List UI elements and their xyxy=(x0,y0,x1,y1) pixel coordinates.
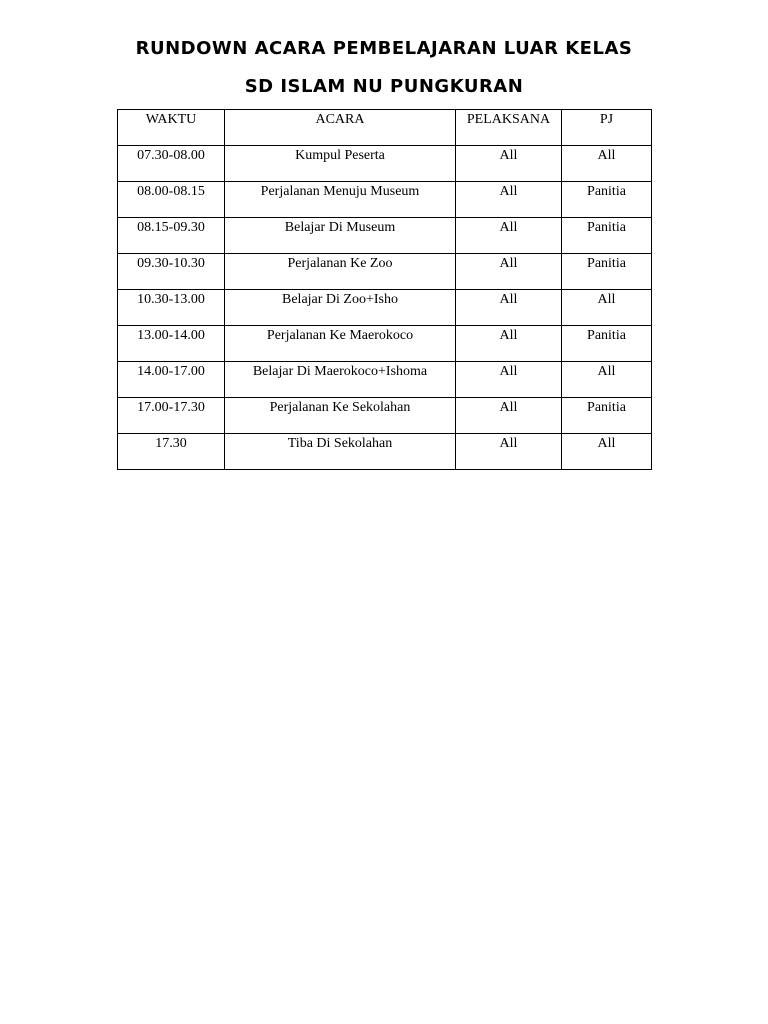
cell-pelaksana: All xyxy=(456,218,562,254)
cell-pj: All xyxy=(562,362,652,398)
cell-acara: Perjalanan Ke Sekolahan xyxy=(225,398,456,434)
cell-pj: All xyxy=(562,290,652,326)
cell-acara: Tiba Di Sekolahan xyxy=(225,434,456,470)
cell-waktu: 10.30-13.00 xyxy=(118,290,225,326)
cell-pelaksana: All xyxy=(456,254,562,290)
cell-pj: All xyxy=(562,434,652,470)
table-row xyxy=(118,218,652,254)
cell-acara: Belajar Di Museum xyxy=(225,218,456,254)
header-acara: ACARA xyxy=(225,110,456,146)
cell-pj: All xyxy=(562,146,652,182)
header-pelaksana: PELAKSANA xyxy=(456,110,562,146)
table-row xyxy=(118,254,652,290)
table-header-row xyxy=(118,110,652,146)
cell-waktu: 17.30 xyxy=(118,434,225,470)
cell-pelaksana: All xyxy=(456,362,562,398)
cell-waktu: 17.00-17.30 xyxy=(118,398,225,434)
table-row xyxy=(118,398,652,434)
cell-waktu: 07.30-08.00 xyxy=(118,146,225,182)
cell-acara: Perjalanan Menuju Museum xyxy=(225,182,456,218)
document-title: RUNDOWN ACARA PEMBELAJARAN LUAR KELAS xyxy=(135,38,633,59)
header-waktu: WAKTU xyxy=(118,110,225,146)
rundown-table xyxy=(117,109,652,470)
cell-acara: Belajar Di Zoo+Isho xyxy=(225,290,456,326)
cell-pj: Panitia xyxy=(562,398,652,434)
cell-acara: Kumpul Peserta xyxy=(225,146,456,182)
cell-pelaksana: All xyxy=(456,326,562,362)
cell-acara: Perjalanan Ke Maerokoco xyxy=(225,326,456,362)
cell-acara: Perjalanan Ke Zoo xyxy=(225,254,456,290)
cell-pj: Panitia xyxy=(562,254,652,290)
cell-pelaksana: All xyxy=(456,434,562,470)
cell-waktu: 14.00-17.00 xyxy=(118,362,225,398)
cell-pj: Panitia xyxy=(562,218,652,254)
cell-pelaksana: All xyxy=(456,398,562,434)
cell-waktu: 08.15-09.30 xyxy=(118,218,225,254)
table-row xyxy=(118,362,652,398)
cell-pelaksana: All xyxy=(456,290,562,326)
table-row xyxy=(118,434,652,470)
table-row xyxy=(118,146,652,182)
table-row xyxy=(118,326,652,362)
header-pj: PJ xyxy=(562,110,652,146)
cell-waktu: 09.30-10.30 xyxy=(118,254,225,290)
cell-acara: Belajar Di Maerokoco+Ishoma xyxy=(225,362,456,398)
cell-pj: Panitia xyxy=(562,182,652,218)
cell-waktu: 13.00-14.00 xyxy=(118,326,225,362)
table-row xyxy=(118,182,652,218)
table-row xyxy=(118,290,652,326)
cell-waktu: 08.00-08.15 xyxy=(118,182,225,218)
document-subtitle: SD ISLAM NU PUNGKURAN xyxy=(244,76,524,97)
cell-pelaksana: All xyxy=(456,146,562,182)
cell-pj: Panitia xyxy=(562,326,652,362)
cell-pelaksana: All xyxy=(456,182,562,218)
